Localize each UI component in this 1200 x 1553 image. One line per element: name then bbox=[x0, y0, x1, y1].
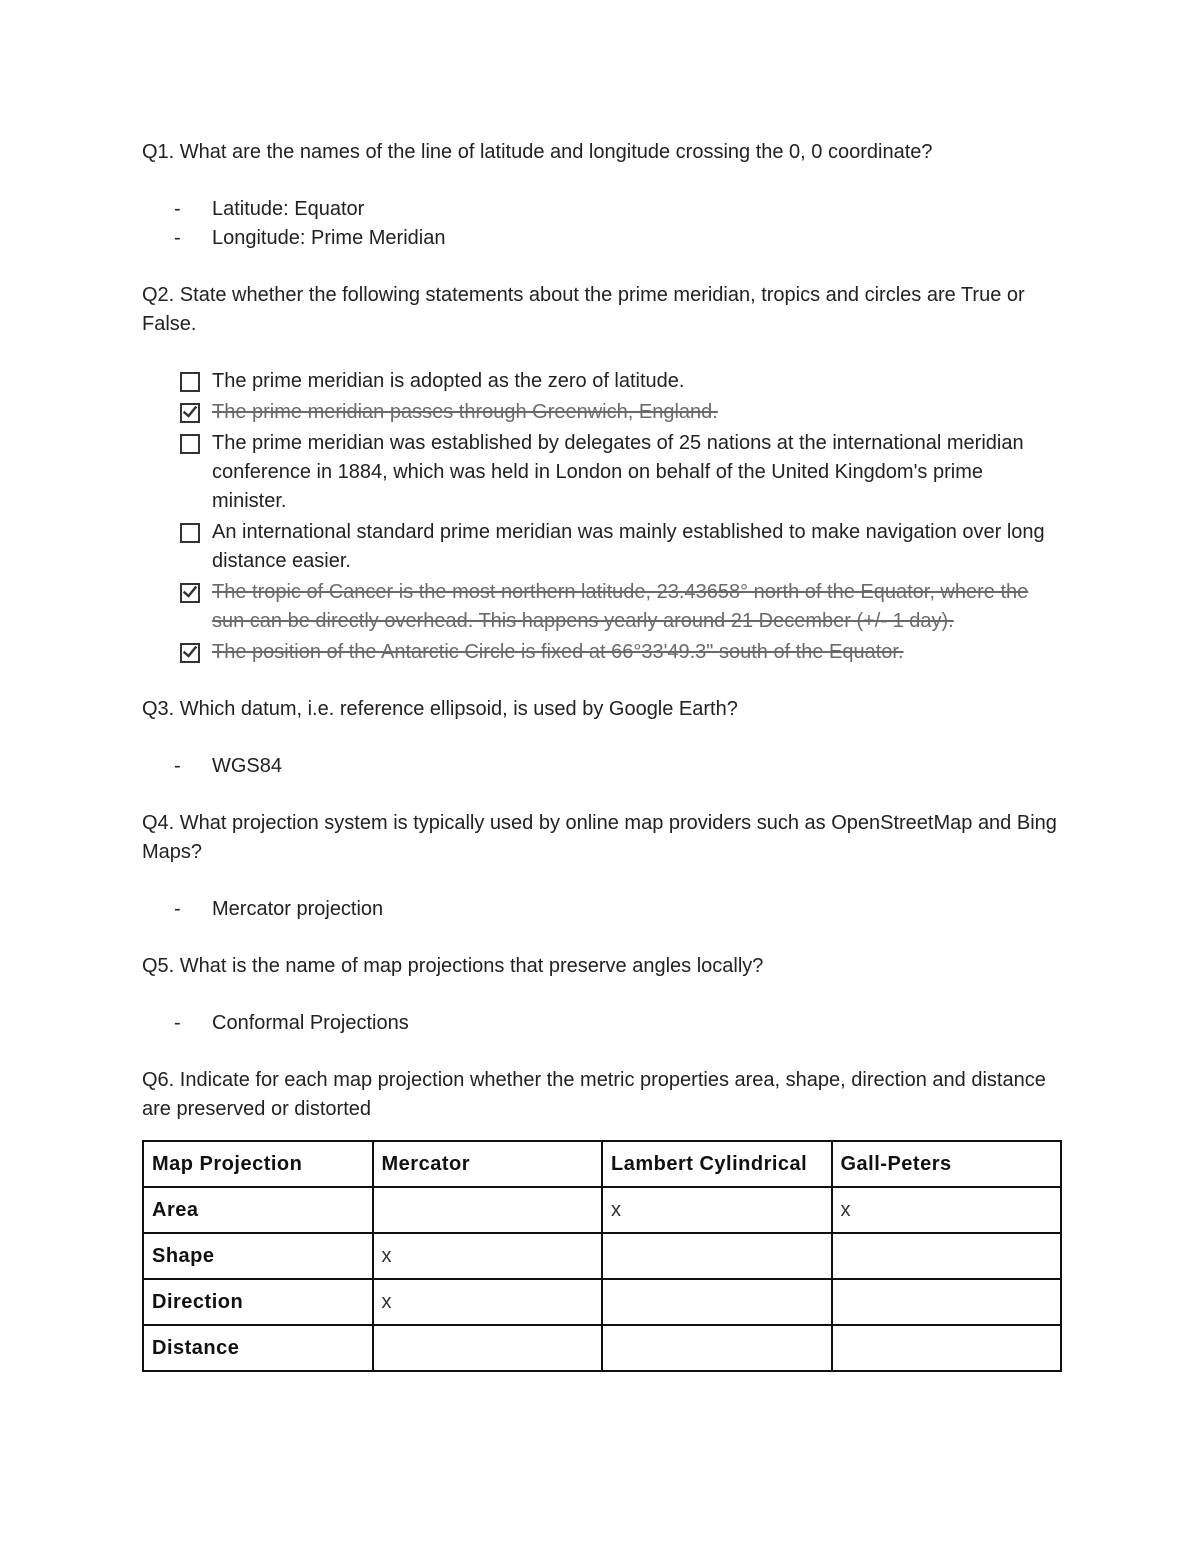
checkbox-checked-icon[interactable] bbox=[180, 583, 200, 603]
table-cell bbox=[373, 1279, 603, 1325]
question-1-text: Q1. What are the names of the line of latitude and longitude crossing the 0, 0 coordinate? bbox=[142, 141, 933, 163]
table-row bbox=[143, 1187, 1061, 1233]
checklist-item bbox=[142, 518, 1062, 576]
table-cell bbox=[602, 1187, 832, 1233]
table-body bbox=[143, 1187, 1061, 1371]
checklist-item bbox=[142, 578, 1062, 636]
table-cell-mark: x bbox=[840, 1198, 851, 1221]
table-cell-mark: x bbox=[381, 1290, 392, 1313]
table-row-label: Area bbox=[143, 1187, 373, 1233]
question-2 bbox=[142, 281, 1062, 667]
checklist-item-text: The prime meridian is adopted as the zero of latitude. bbox=[212, 370, 685, 392]
table-cell bbox=[373, 1325, 603, 1371]
checklist-item bbox=[142, 398, 1062, 427]
question-3-text: Q3. Which datum, i.e. reference ellipsoid, is used by Google Earth? bbox=[142, 698, 738, 720]
checklist-item-text: The prime meridian was established by delegates of 25 nations at the international meridian conference in 1884, which was held in London on behalf of the United Kingdom's prime minister. bbox=[212, 432, 1024, 512]
dash-bullet: - bbox=[174, 198, 181, 220]
checkbox-checked-icon[interactable] bbox=[180, 643, 200, 663]
table-row-label: Shape bbox=[143, 1233, 373, 1279]
projection-properties-table bbox=[142, 1140, 1062, 1372]
checklist-item-text: An international standard prime meridian was mainly established to make navigation over long distance easier. bbox=[212, 521, 1045, 572]
question-3 bbox=[142, 695, 1062, 781]
question-4-answers bbox=[142, 895, 1062, 924]
table-header-cell: Gall-Peters bbox=[832, 1141, 1062, 1187]
table-row bbox=[143, 1325, 1061, 1371]
answer-item: - WGS84 bbox=[142, 752, 1062, 781]
dash-bullet: - bbox=[174, 755, 181, 777]
checkbox-unchecked-icon[interactable] bbox=[180, 372, 200, 392]
table-cell bbox=[373, 1233, 603, 1279]
answer-item: - Longitude: Prime Meridian bbox=[142, 224, 1062, 253]
checklist-item bbox=[142, 429, 1062, 516]
table-row bbox=[143, 1233, 1061, 1279]
answer-item: - Conformal Projections bbox=[142, 1009, 1062, 1038]
question-3-answers bbox=[142, 752, 1062, 781]
checkbox-unchecked-icon[interactable] bbox=[180, 523, 200, 543]
question-5 bbox=[142, 952, 1062, 1038]
checklist-item-text: The prime meridian passes through Greenwich, England. bbox=[212, 401, 718, 423]
question-5-answers bbox=[142, 1009, 1062, 1038]
table-cell bbox=[832, 1325, 1062, 1371]
table-cell bbox=[602, 1325, 832, 1371]
answer-item: - Mercator projection bbox=[142, 895, 1062, 924]
question-1-answers bbox=[142, 195, 1062, 253]
dash-bullet: - bbox=[174, 898, 181, 920]
table-cell bbox=[832, 1233, 1062, 1279]
table-cell bbox=[602, 1279, 832, 1325]
table-header-cell: Mercator bbox=[373, 1141, 603, 1187]
table-cell bbox=[373, 1187, 603, 1233]
table-row-label: Distance bbox=[143, 1325, 373, 1371]
table-cell bbox=[832, 1279, 1062, 1325]
table-header-cell: Lambert Cylindrical bbox=[602, 1141, 832, 1187]
checklist-item-text: The position of the Antarctic Circle is fixed at 66°33'49.3" south of the Equator. bbox=[212, 641, 904, 663]
question-5-text: Q5. What is the name of map projections that preserve angles locally? bbox=[142, 955, 764, 977]
checklist-item-text: The tropic of Cancer is the most northern latitude, 23.43658° north of the Equator, where the sun can be directly overhead. This happens yearly around 21 December (+/- 1 day). bbox=[212, 581, 1029, 632]
question-2-checklist bbox=[142, 367, 1062, 667]
table-row bbox=[143, 1279, 1061, 1325]
question-4-text: Q4. What projection system is typically used by online map providers such as OpenStreetMap and Bing Maps? bbox=[142, 812, 1057, 863]
checkbox-unchecked-icon[interactable] bbox=[180, 434, 200, 454]
table-cell-mark: x bbox=[611, 1198, 621, 1221]
table-header-row bbox=[143, 1141, 1061, 1187]
question-4 bbox=[142, 809, 1062, 924]
question-2-text: Q2. State whether the following statements about the prime meridian, tropics and circles are True or False. bbox=[142, 284, 1025, 335]
question-1 bbox=[142, 138, 1062, 253]
question-6-text: Q6. Indicate for each map projection whether the metric properties area, shape, direction and distance are preserved or distorted bbox=[142, 1069, 1046, 1120]
table-cell-mark: x bbox=[381, 1244, 392, 1267]
checklist-item bbox=[142, 367, 1062, 396]
question-6 bbox=[142, 1066, 1062, 1372]
table-row-label: Direction bbox=[143, 1279, 373, 1325]
document-page bbox=[142, 138, 1062, 1400]
checklist-item bbox=[142, 638, 1062, 667]
answer-item: - Latitude: Equator bbox=[142, 195, 1062, 224]
dash-bullet: - bbox=[174, 1012, 181, 1034]
checkbox-checked-icon[interactable] bbox=[180, 403, 200, 423]
dash-bullet: - bbox=[174, 227, 181, 249]
table-cell bbox=[602, 1233, 832, 1279]
table-header-cell: Map Projection bbox=[143, 1141, 373, 1187]
table-cell bbox=[832, 1187, 1062, 1233]
